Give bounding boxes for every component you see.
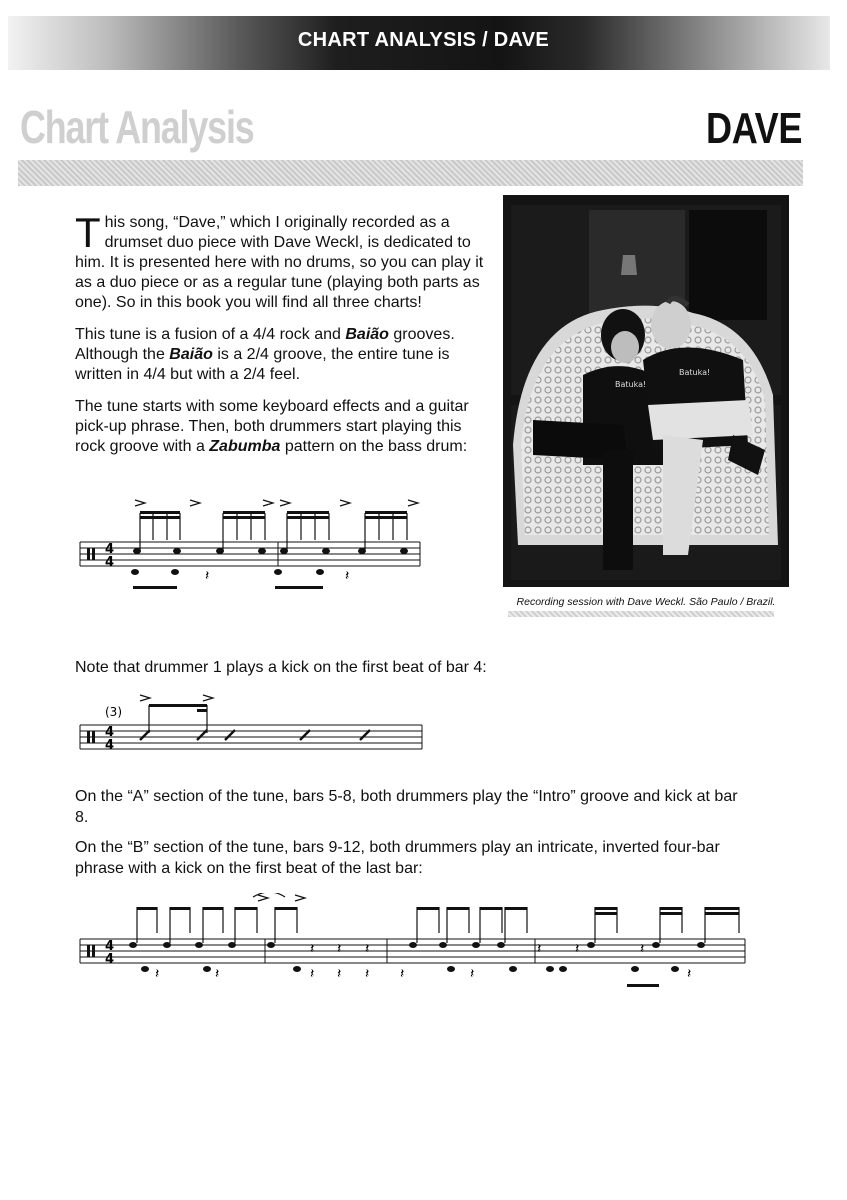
time-sig-bottom: 4	[105, 555, 115, 570]
svg-text:4: 4	[105, 725, 115, 740]
shirt-text-right: Batuka!	[679, 368, 711, 377]
photo-caption: Recording session with Dave Weckl. São Paulo / Brazil.	[516, 596, 776, 608]
svg-text:4: 4	[105, 738, 115, 753]
svg-text:𝄽: 𝄽	[470, 966, 475, 982]
svg-text:𝄽: 𝄽	[310, 966, 315, 982]
paragraph-intro-text: his song, “Dave,” which I originally recorded as a drumset duo piece with Dave Weckl, is dedicated to him. It is presented here with no drums, so you can play it as a duo piece or as a regular tune (playing both parts as one). So in this book you will find all three charts!	[75, 214, 484, 311]
paragraph-intro	[75, 209, 488, 313]
svg-text:𝄽: 𝄽	[205, 568, 210, 584]
svg-text:4: 4	[105, 952, 115, 967]
svg-text:𝄽: 𝄽	[687, 966, 692, 982]
heading-rule	[18, 160, 803, 186]
note-kick-bar4	[75, 657, 750, 687]
svg-text:𝄽: 𝄽	[640, 941, 645, 957]
svg-text:𝄽: 𝄽	[310, 941, 315, 957]
svg-text:4: 4	[105, 939, 115, 954]
svg-text:𝄽: 𝄽	[400, 966, 405, 982]
dropcap: T	[75, 209, 101, 256]
paragraph-section-a: On the “A” section of the tune, bars 5-8, both drummers play the “Intro” groove and kick at bar 8.	[75, 788, 738, 826]
paragraph-section-b: On the “B” section of the tune, bars 9-12, both drummers play an intricate, inverted four-bar phrase with a kick on the first beat of the last bar:	[75, 839, 720, 877]
svg-text:𝄽: 𝄽	[345, 568, 350, 584]
time-sig-top: 4	[105, 542, 115, 557]
caption-rule	[508, 611, 774, 617]
paragraph-note-kick: Note that drummer 1 plays a kick on the first beat of bar 4:	[75, 659, 487, 676]
svg-text:𝄽: 𝄽	[365, 966, 370, 982]
recording-session-photo	[503, 195, 789, 587]
paragraph-start: The tune starts with some keyboard effects and a guitar pick-up phrase. Then, both drummers start playing this rock groove with a Zabumba pattern on the bass drum:	[75, 398, 469, 455]
svg-text:𝄽: 𝄽	[337, 966, 342, 982]
notation-intro-groove	[75, 495, 425, 605]
intro-text	[75, 209, 488, 469]
tune-title: DAVE	[706, 104, 802, 153]
svg-text:𝄽: 𝄽	[215, 966, 220, 982]
svg-text:𝄽: 𝄽	[337, 941, 342, 957]
section-a-b-text	[75, 786, 750, 888]
notation-bar-3	[75, 693, 427, 763]
svg-text:𝄽: 𝄽	[537, 941, 542, 957]
shirt-text-left: Batuka!	[615, 380, 647, 389]
svg-text:𝄽: 𝄽	[365, 941, 370, 957]
svg-text:𝄽: 𝄽	[575, 941, 580, 957]
banner-title: CHART ANALYSIS / DAVE	[297, 29, 550, 51]
bar-number: (3)	[105, 705, 122, 719]
notation-b-section	[75, 893, 750, 1003]
section-heading: Chart Analysis	[20, 101, 254, 153]
svg-text:𝄽: 𝄽	[155, 966, 160, 982]
paragraph-fusion: This tune is a fusion of a 4/4 rock and Baião grooves. Although the Baião is a 2/4 groove, the entire tune is written in 4/4 but with a 2/4 feel.	[75, 326, 455, 383]
